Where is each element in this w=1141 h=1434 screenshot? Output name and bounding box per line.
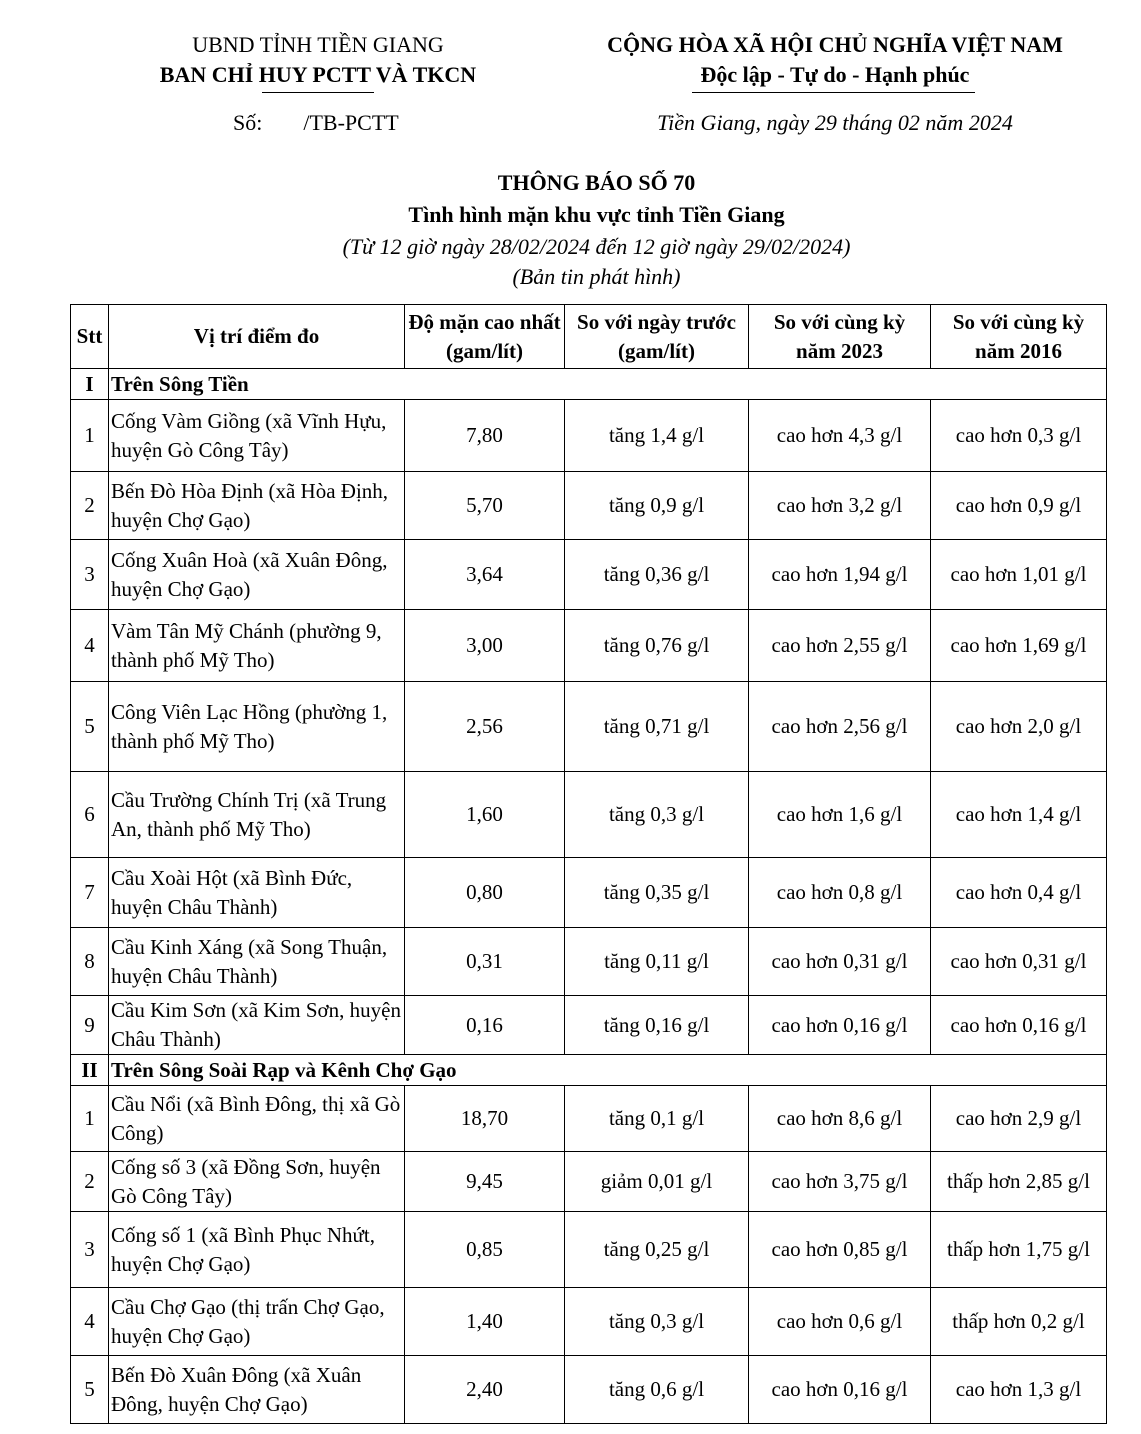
row-location: Cầu Kinh Xáng (xã Song Thuận, huyện Châu Thành) [109, 928, 405, 996]
row-location: Cầu Nổi (xã Bình Đông, thị xã Gò Công) [109, 1086, 405, 1152]
row-max-salinity: 0,31 [405, 928, 565, 996]
row-vs-2016: cao hơn 0,3 g/l [931, 400, 1107, 472]
row-vs-2016: cao hơn 1,01 g/l [931, 540, 1107, 610]
row-stt: 6 [71, 772, 109, 858]
row-vs-previous-day: tăng 0,35 g/l [565, 858, 749, 928]
row-vs-2016: cao hơn 0,4 g/l [931, 858, 1107, 928]
row-vs-previous-day: tăng 0,9 g/l [565, 472, 749, 540]
number-label: Số: [233, 110, 263, 135]
row-max-salinity: 1,60 [405, 772, 565, 858]
row-vs-previous-day: tăng 0,6 g/l [565, 1356, 749, 1424]
row-location: Vàm Tân Mỹ Chánh (phường 9, thành phố Mỹ Tho) [109, 610, 405, 682]
table-row [71, 400, 1107, 472]
section-roman: I [71, 369, 109, 400]
agency-name: BAN CHỈ HUY PCTT VÀ TKCN [159, 62, 477, 87]
table-row [71, 472, 1107, 540]
row-vs-2016: cao hơn 0,31 g/l [931, 928, 1107, 996]
col-location: Vị trí điểm đo [109, 305, 405, 369]
row-vs-2023: cao hơn 3,75 g/l [749, 1152, 931, 1212]
table-row [71, 996, 1107, 1055]
row-stt: 5 [71, 682, 109, 772]
row-vs-previous-day: giảm 0,01 g/l [565, 1152, 749, 1212]
row-location: Công Viên Lạc Hồng (phường 1, thành phố Mỹ Tho) [109, 682, 405, 772]
row-vs-2023: cao hơn 0,85 g/l [749, 1212, 931, 1288]
row-location: Cầu Kim Sơn (xã Kim Sơn, huyện Châu Thành) [109, 996, 405, 1055]
row-stt: 9 [71, 996, 109, 1055]
row-vs-2023: cao hơn 0,6 g/l [749, 1288, 931, 1356]
row-stt: 4 [71, 610, 109, 682]
row-max-salinity: 3,00 [405, 610, 565, 682]
row-location: Cầu Xoài Hột (xã Bình Đức, huyện Châu Thành) [109, 858, 405, 928]
row-max-salinity: 9,45 [405, 1152, 565, 1212]
row-vs-previous-day: tăng 0,16 g/l [565, 996, 749, 1055]
row-stt: 4 [71, 1288, 109, 1356]
row-vs-2016: thấp hơn 0,2 g/l [931, 1288, 1107, 1356]
row-max-salinity: 0,85 [405, 1212, 565, 1288]
row-max-salinity: 18,70 [405, 1086, 565, 1152]
row-vs-2023: cao hơn 2,56 g/l [749, 682, 931, 772]
row-location: Bến Đò Hòa Định (xã Hòa Định, huyện Chợ Gạo) [109, 472, 405, 540]
national-motto: Độc lập - Tự do - Hạnh phúc [700, 62, 970, 87]
row-vs-previous-day: tăng 0,3 g/l [565, 1288, 749, 1356]
row-max-salinity: 7,80 [405, 400, 565, 472]
agency-underline [262, 92, 374, 93]
row-vs-2023: cao hơn 8,6 g/l [749, 1086, 931, 1152]
row-stt: 3 [71, 1212, 109, 1288]
table-row [71, 1152, 1107, 1212]
table-row [71, 928, 1107, 996]
row-max-salinity: 2,56 [405, 682, 565, 772]
row-stt: 2 [71, 1152, 109, 1212]
row-stt: 1 [71, 1086, 109, 1152]
col-vs-2016: So với cùng kỳ năm 2016 [931, 305, 1107, 369]
row-location: Cầu Trường Chính Trị (xã Trung An, thành phố Mỹ Tho) [109, 772, 405, 858]
row-max-salinity: 2,40 [405, 1356, 565, 1424]
agency-header [118, 30, 518, 90]
row-location: Cống Xuân Hoà (xã Xuân Đông, huyện Chợ Gạo) [109, 540, 405, 610]
row-max-salinity: 0,80 [405, 858, 565, 928]
table-row [71, 1288, 1107, 1356]
row-vs-2023: cao hơn 0,16 g/l [749, 996, 931, 1055]
row-vs-2016: cao hơn 2,9 g/l [931, 1086, 1107, 1152]
row-vs-2016: cao hơn 1,4 g/l [931, 772, 1107, 858]
row-vs-2023: cao hơn 0,16 g/l [749, 1356, 931, 1424]
national-header [570, 30, 1100, 90]
section-name: Trên Sông Soài Rạp và Kênh Chợ Gạo [109, 1055, 1107, 1086]
national-title: CỘNG HÒA XÃ HỘI CHỦ NGHĨA VIỆT NAM [607, 32, 1063, 57]
row-vs-2023: cao hơn 2,55 g/l [749, 610, 931, 682]
row-location: Cống số 3 (xã Đồng Sơn, huyện Gò Công Tây) [109, 1152, 405, 1212]
row-stt: 3 [71, 540, 109, 610]
col-vs-previous-day: So với ngày trước (gam/lít) [565, 305, 749, 369]
agency-parent: UBND TỈNH TIỀN GIANG [192, 32, 444, 57]
table-row [71, 772, 1107, 858]
row-vs-previous-day: tăng 0,3 g/l [565, 772, 749, 858]
table-header-row [71, 305, 1107, 369]
row-vs-2016: cao hơn 0,9 g/l [931, 472, 1107, 540]
row-vs-previous-day: tăng 0,36 g/l [565, 540, 749, 610]
notice-period: (Từ 12 giờ ngày 28/02/2024 đến 12 giờ ngày 29/02/2024) [342, 234, 851, 259]
section-roman: II [71, 1055, 109, 1086]
row-vs-2023: cao hơn 4,3 g/l [749, 400, 931, 472]
row-vs-2016: cao hơn 0,16 g/l [931, 996, 1107, 1055]
row-vs-previous-day: tăng 0,25 g/l [565, 1212, 749, 1288]
row-location: Cống số 1 (xã Bình Phục Nhứt, huyện Chợ Gạo) [109, 1212, 405, 1288]
row-location: Cầu Chợ Gạo (thị trấn Chợ Gạo, huyện Chợ Gạo) [109, 1288, 405, 1356]
row-vs-2023: cao hơn 0,31 g/l [749, 928, 931, 996]
row-stt: 5 [71, 1356, 109, 1424]
table-row [71, 540, 1107, 610]
row-max-salinity: 3,64 [405, 540, 565, 610]
col-stt: Stt [71, 305, 109, 369]
table-row [71, 1086, 1107, 1152]
notice-subtitle: Tình hình mặn khu vực tỉnh Tiền Giang [408, 202, 785, 227]
section-row [71, 1055, 1107, 1086]
row-location: Bến Đò Xuân Đông (xã Xuân Đông, huyện Chợ Gạo) [109, 1356, 405, 1424]
row-stt: 7 [71, 858, 109, 928]
row-vs-previous-day: tăng 0,1 g/l [565, 1086, 749, 1152]
table-body [71, 369, 1107, 1424]
document-number [233, 108, 433, 138]
row-vs-2023: cao hơn 3,2 g/l [749, 472, 931, 540]
row-max-salinity: 1,40 [405, 1288, 565, 1356]
row-vs-2016: thấp hơn 2,85 g/l [931, 1152, 1107, 1212]
row-vs-previous-day: tăng 1,4 g/l [565, 400, 749, 472]
table-row [71, 1212, 1107, 1288]
table-row [71, 682, 1107, 772]
notice-note: (Bản tin phát hình) [512, 264, 681, 289]
number-value: /TB-PCTT [303, 110, 399, 135]
table-row [71, 610, 1107, 682]
col-max-salinity: Độ mặn cao nhất (gam/lít) [405, 305, 565, 369]
salinity-table [70, 304, 1107, 1424]
row-stt: 8 [71, 928, 109, 996]
table-row [71, 1356, 1107, 1424]
row-stt: 2 [71, 472, 109, 540]
section-row [71, 369, 1107, 400]
table-row [71, 858, 1107, 928]
row-location: Cống Vàm Giồng (xã Vĩnh Hựu, huyện Gò Công Tây) [109, 400, 405, 472]
row-max-salinity: 0,16 [405, 996, 565, 1055]
row-vs-2016: cao hơn 1,69 g/l [931, 610, 1107, 682]
row-vs-2023: cao hơn 1,94 g/l [749, 540, 931, 610]
row-vs-2016: thấp hơn 1,75 g/l [931, 1212, 1107, 1288]
row-max-salinity: 5,70 [405, 472, 565, 540]
motto-underline [692, 92, 975, 93]
row-vs-2016: cao hơn 2,0 g/l [931, 682, 1107, 772]
row-vs-previous-day: tăng 0,71 g/l [565, 682, 749, 772]
document-date: Tiền Giang, ngày 29 tháng 02 năm 2024 [657, 110, 1013, 135]
row-vs-2016: cao hơn 1,3 g/l [931, 1356, 1107, 1424]
section-name: Trên Sông Tiền [109, 369, 1107, 400]
row-vs-previous-day: tăng 0,11 g/l [565, 928, 749, 996]
row-vs-2023: cao hơn 1,6 g/l [749, 772, 931, 858]
row-stt: 1 [71, 400, 109, 472]
notice-title: THÔNG BÁO SỐ 70 [497, 170, 696, 195]
row-vs-previous-day: tăng 0,76 g/l [565, 610, 749, 682]
row-vs-2023: cao hơn 0,8 g/l [749, 858, 931, 928]
col-vs-2023: So với cùng kỳ năm 2023 [749, 305, 931, 369]
